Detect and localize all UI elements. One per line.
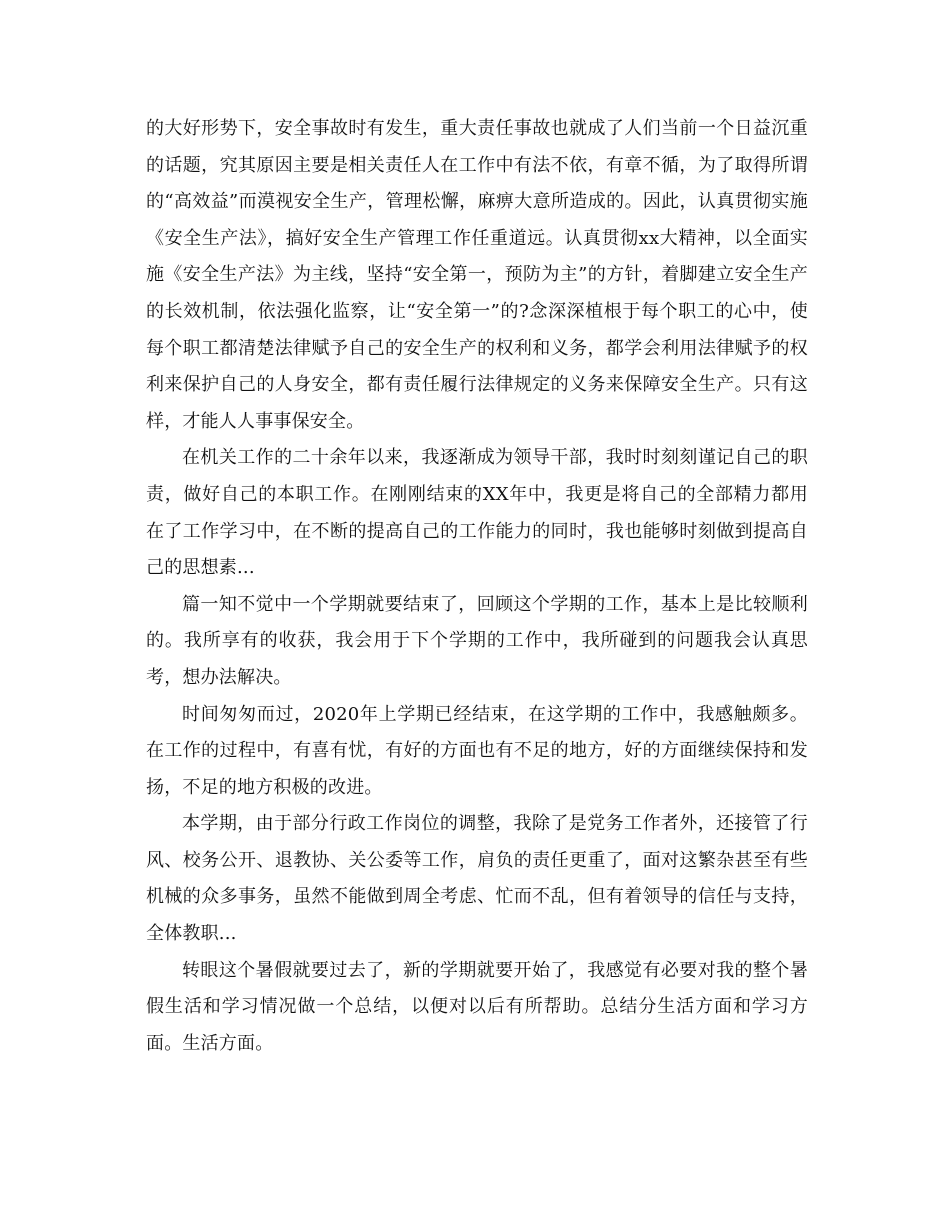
paragraph-semester-summary: 时间匆匆而过，2020年上学期已经结束，在这学期的工作中，我感触颇多。在工作的过程中，有喜有忧，有好的方面也有不足的地方，好的方面继续保持和发扬，不足的地方积极的改进。 (146, 703, 808, 798)
paragraph-safety-production: 的大好形势下，安全事故时有发生，重大责任事故也就成了人们当前一个日益沉重的话题，究其原因主要是相关责任人在工作中有法不依，有章不循，为了取得所谓的“高效益”而漠视安全生产，管理松懈，麻痹大意所造成的。因此，认真贯彻实施《安全生产法》，搞好安全生产管理工作任重道远。认真贯彻xx大精神，以全面实施《安全生产法》为主线，坚持“安全第一，预防为主”的方针，着脚建立安全生产的长效机制，依法强化监察，让“安全第一”的?念深深植根于每个职工的心中，使每个职工都清楚法律赋予自己的安全生产的权利和义务，都学会利用法律赋予的权利来保护自己的人身安全，都有责任履行法律规定的义务来保障安全生产。只有这样，才能人人事事保安全。 (146, 118, 808, 432)
paragraph-office-work: 在机关工作的二十余年以来，我逐渐成为领导干部，我时时刻刻谨记自己的职责，做好自己的本职工作。在刚刚结束的XX年中，我更是将自己的全部精力都用在了工作学习中，在不断的提高自己的工作能力的同时，我也能够时刻做到提高自己的思想素... (146, 447, 808, 579)
paragraph-summer-summary: 转眼这个暑假就要过去了，新的学期就要开始了，我感觉有必要对我的整个暑假生活和学习情况做一个总结，以便对以后有所帮助。总结分生活方面和学习方面。生活方面。 (146, 959, 808, 1054)
paragraph-semester-end: 篇一知不觉中一个学期就要结束了，回顾这个学期的工作，基本上是比较顺利的。我所享有的收获，我会用于下个学期的工作中，我所碰到的问题我会认真思考，想办法解决。 (146, 593, 808, 688)
paragraph-admin-duties: 本学期，由于部分行政工作岗位的调整，我除了是党务工作者外，还接管了行风、校务公开、退教协、关公委等工作，肩负的责任更重了，面对这繁杂甚至有些机械的众多事务，虽然不能做到周全考虑、忙而不乱，但有着领导的信任与支持，全体教职... (146, 813, 808, 945)
document-body (146, 111, 808, 1062)
